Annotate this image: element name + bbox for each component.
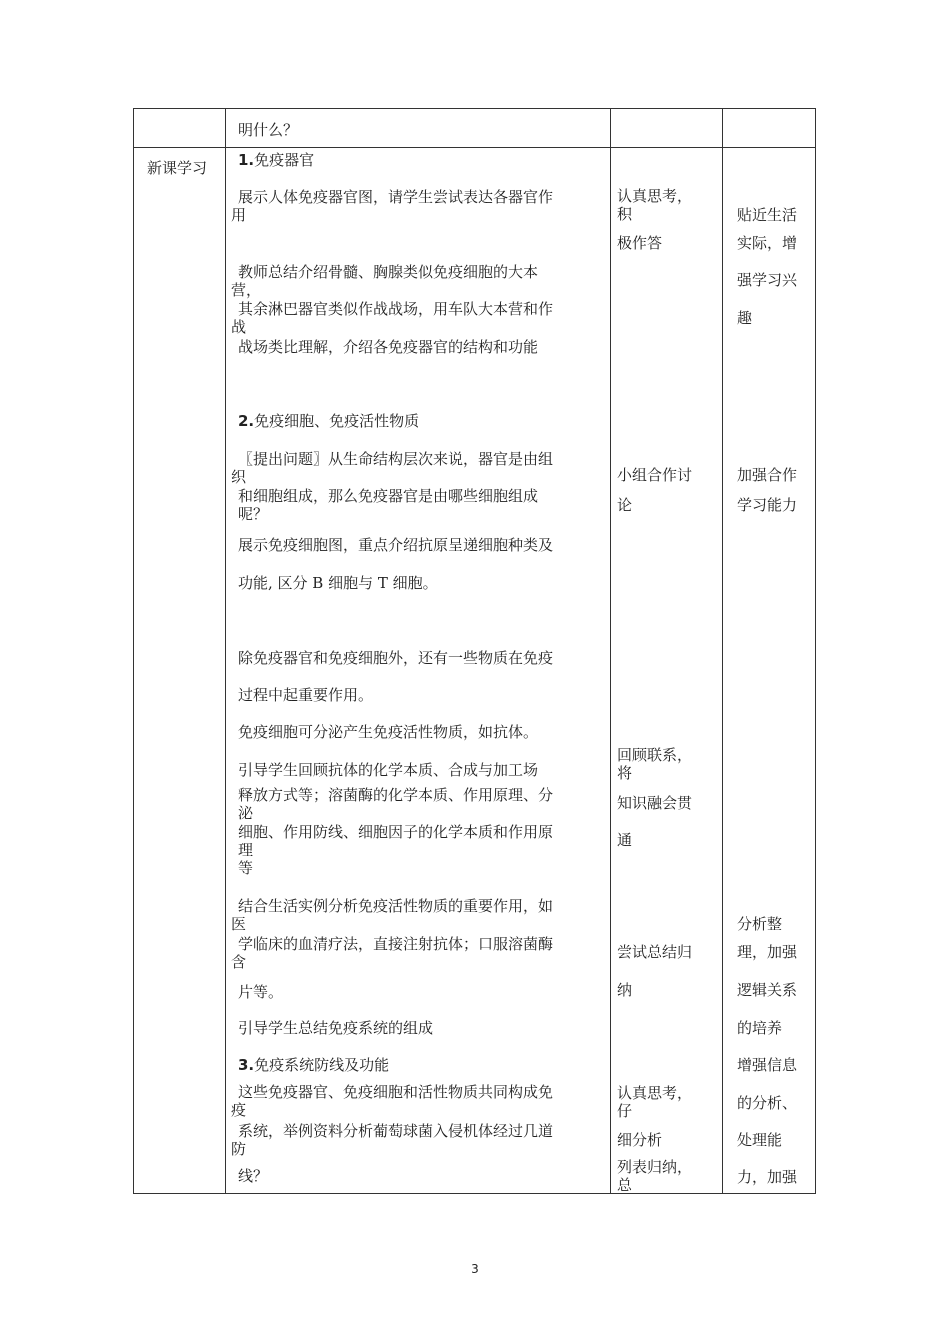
content-line: 释放方式等；溶菌酶的化学本质、作用原理、分: [238, 786, 554, 804]
student-activity-line: 仔: [617, 1102, 633, 1120]
design-intent-line: 的分析、: [737, 1094, 798, 1112]
content-line: 含: [231, 953, 247, 971]
content-line: 细胞、作用防线、细胞因子的化学本质和作用原: [238, 823, 554, 841]
content-line: 用: [231, 206, 247, 224]
design-intent-line: 增强信息: [737, 1056, 798, 1074]
section-label: 新课学习: [147, 159, 208, 177]
student-activity-line: 列表归纳，: [617, 1158, 693, 1176]
content-line: 除免疫器官和免疫细胞外，还有一些物质在免疫: [238, 649, 554, 667]
design-intent-line: 处理能: [737, 1131, 783, 1149]
student-activity-line: 极作答: [617, 234, 663, 252]
row-divider: [134, 147, 815, 148]
content-line: 泌: [238, 804, 254, 822]
content-line: 呢？: [238, 505, 269, 523]
design-intent-line: 趣: [737, 309, 753, 327]
heading-immune-cells: 2.免疫细胞、免疫活性物质: [238, 412, 420, 430]
content-line: 防: [231, 1140, 247, 1158]
student-activity-line: 认真思考，: [617, 187, 693, 205]
page-number: 3: [471, 1262, 479, 1276]
content-line: 战: [231, 318, 247, 336]
heading-immune-organs: 1.免疫器官: [238, 151, 315, 169]
content-line: 引导学生回顾抗体的化学本质、合成与加工场: [238, 761, 539, 779]
design-intent-line: 贴近生活: [737, 206, 798, 224]
design-intent-line: 强学习兴: [737, 271, 798, 289]
content-line: 免疫细胞可分泌产生免疫活性物质，如抗体。: [238, 723, 539, 741]
content-line: 过程中起重要作用。: [238, 686, 374, 704]
content-line: 织: [231, 468, 247, 486]
design-intent-line: 分析整: [737, 915, 783, 933]
design-intent-line: 理，加强: [737, 943, 798, 961]
student-activity-line: 知识融会贯: [617, 794, 693, 812]
design-intent-line: 逻辑关系: [737, 981, 798, 999]
content-line: 这些免疫器官、免疫细胞和活性物质共同构成免: [238, 1083, 554, 1101]
heading-immune-defense: 3.免疫系统防线及功能: [238, 1056, 390, 1074]
content-line: 引导学生总结免疫系统的组成: [238, 1019, 434, 1037]
content-line: 战场类比理解，介绍各免疫器官的结构和功能: [238, 338, 539, 356]
content-line: 结合生活实例分析免疫活性物质的重要作用，如: [238, 897, 554, 915]
content-line: 线？: [238, 1167, 269, 1185]
student-activity-line: 回顾联系，: [617, 746, 693, 764]
content-line: 营，: [231, 281, 262, 299]
column-divider: [722, 109, 723, 1193]
content-line: 功能, 区分 B 细胞与 T 细胞。: [238, 574, 438, 592]
student-activity-line: 总: [617, 1176, 633, 1194]
design-intent-line: 实际，增: [737, 234, 798, 252]
student-activity-line: 小组合作讨: [617, 466, 693, 484]
content-line: 展示人体免疫器官图，请学生尝试表达各器官作: [238, 188, 554, 206]
design-intent-line: 加强合作: [737, 466, 798, 484]
design-intent-line: 力，加强: [737, 1168, 798, 1186]
content-line: 教师总结介绍骨髓、胸腺类似免疫细胞的大本: [238, 263, 539, 281]
design-intent-line: 学习能力: [737, 496, 798, 514]
content-line: 学临床的血清疗法，直接注射抗体；口服溶菌酶: [238, 935, 554, 953]
student-activity-line: 细分析: [617, 1131, 663, 1149]
content-line: 等: [238, 859, 254, 877]
content-line: 片等。: [238, 983, 284, 1001]
column-divider: [610, 109, 611, 1193]
content-line: 理: [238, 841, 254, 859]
column-divider: [225, 109, 226, 1193]
student-activity-line: 论: [617, 496, 633, 514]
content-line: 疫: [231, 1101, 247, 1119]
top-row-text: 明什么？: [238, 121, 299, 139]
content-line: 〖提出问题〗从生命结构层次来说，器官是由组: [238, 450, 554, 468]
student-activity-line: 将: [617, 764, 633, 782]
student-activity-line: 认真思考，: [617, 1084, 693, 1102]
content-line: 展示免疫细胞图，重点介绍抗原呈递细胞种类及: [238, 536, 554, 554]
content-line: 医: [231, 915, 247, 933]
student-activity-line: 纳: [617, 981, 633, 999]
content-line: 其余淋巴器官类似作战战场，用车队大本营和作: [238, 300, 554, 318]
content-line: 系统，举例资料分析葡萄球菌入侵机体经过几道: [238, 1122, 554, 1140]
student-activity-line: 尝试总结归: [617, 943, 693, 961]
student-activity-line: 积: [617, 205, 633, 223]
design-intent-line: 的培养: [737, 1019, 783, 1037]
content-line: 和细胞组成，那么免疫器官是由哪些细胞组成: [238, 487, 539, 505]
student-activity-line: 通: [617, 831, 633, 849]
